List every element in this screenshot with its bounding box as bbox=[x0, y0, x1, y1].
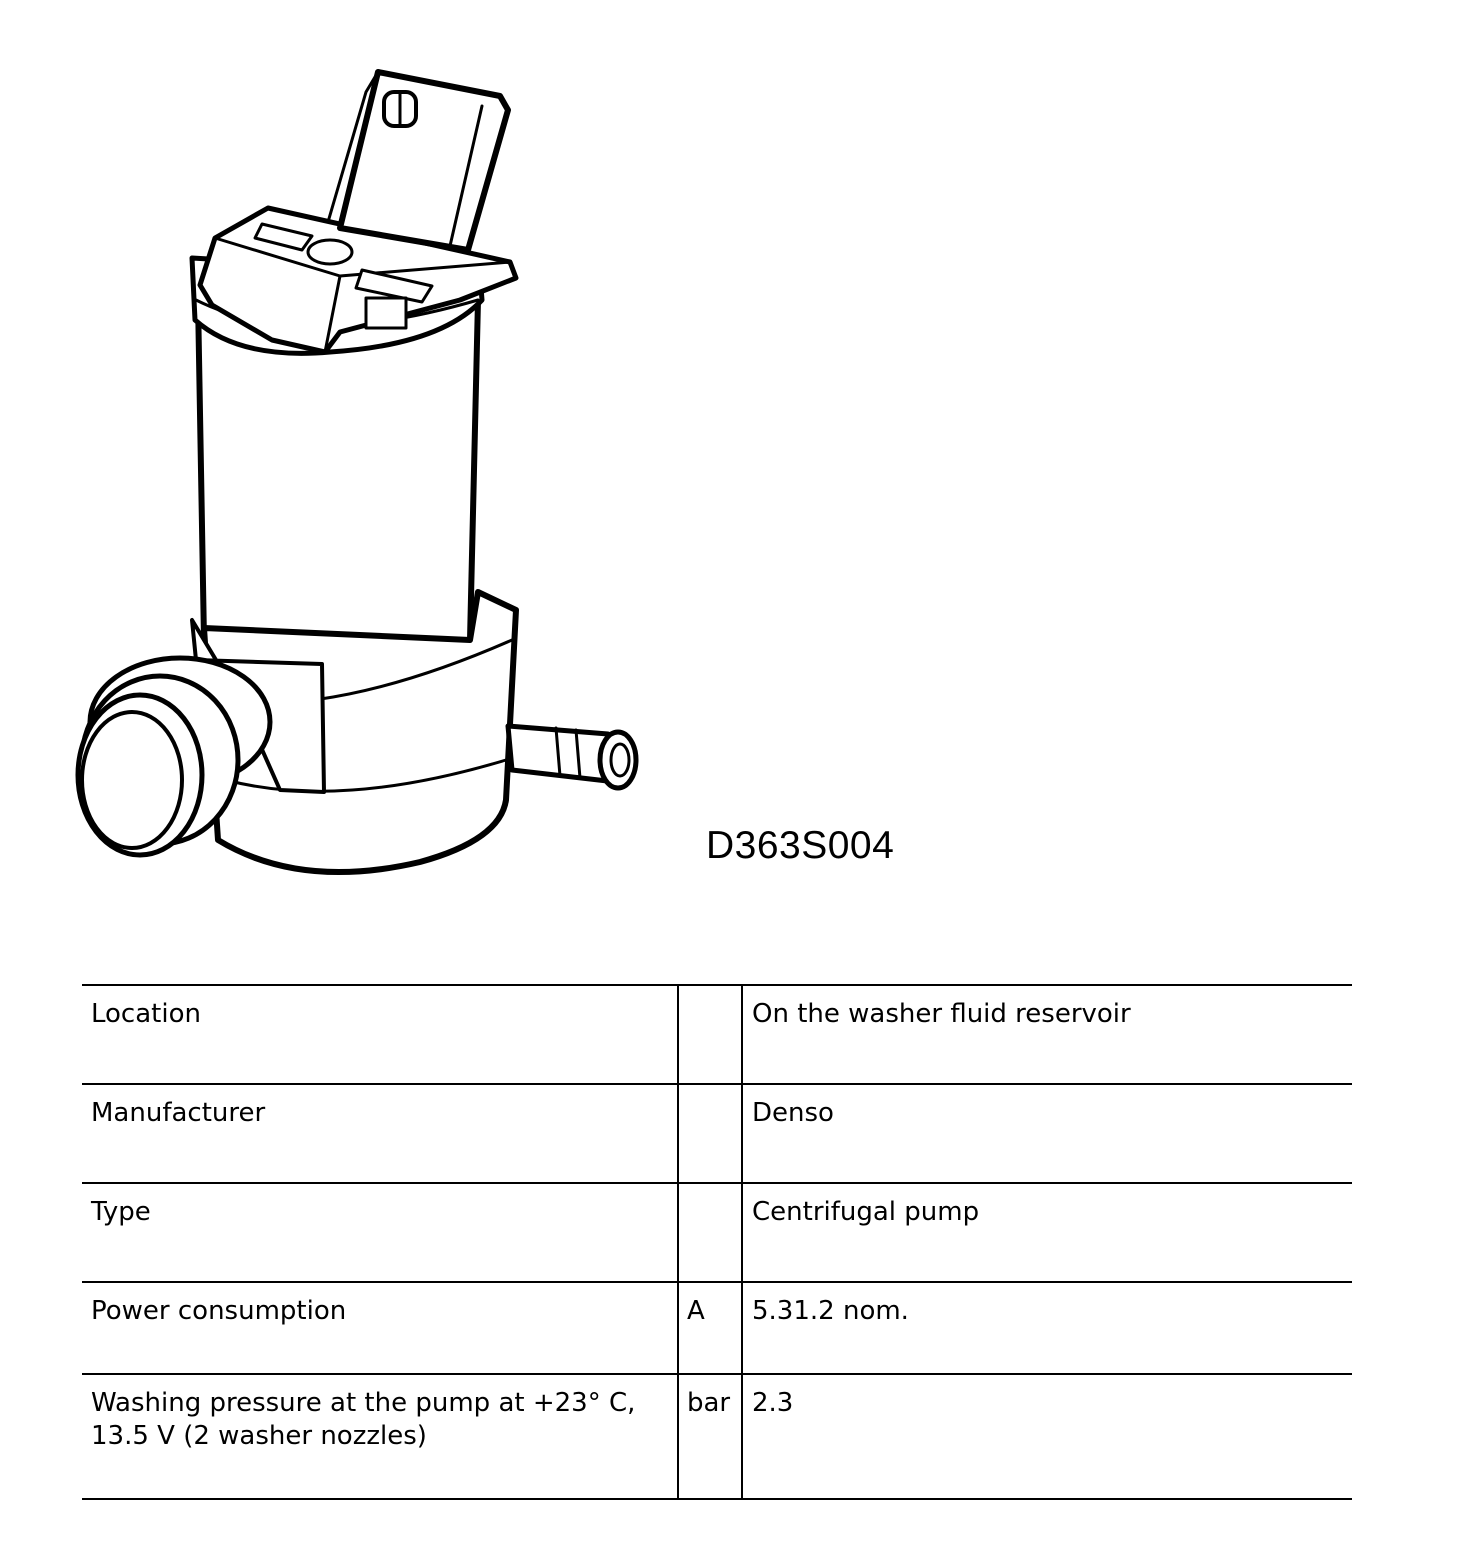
spec-value: 2.3 bbox=[742, 1374, 1352, 1499]
spec-value: Centrifugal pump bbox=[742, 1183, 1352, 1282]
spec-unit bbox=[678, 1183, 742, 1282]
figure-code: D363S004 bbox=[706, 824, 895, 867]
spec-value: Denso bbox=[742, 1084, 1352, 1183]
table-row bbox=[82, 985, 1352, 1084]
spec-label: Type bbox=[82, 1183, 678, 1282]
spec-label: Location bbox=[82, 985, 678, 1084]
table-row bbox=[82, 1084, 1352, 1183]
spec-label: Manufacturer bbox=[82, 1084, 678, 1183]
spec-table bbox=[82, 984, 1352, 1500]
spec-label: Washing pressure at the pump at +23° C, 13.5 V (2 washer nozzles) bbox=[82, 1374, 678, 1499]
spec-value: On the washer fluid reservoir bbox=[742, 985, 1352, 1084]
spec-unit: bar bbox=[678, 1374, 742, 1499]
spec-label: Power consumption bbox=[82, 1282, 678, 1374]
table-row bbox=[82, 1282, 1352, 1374]
table-row bbox=[82, 1374, 1352, 1499]
table-row bbox=[82, 1183, 1352, 1282]
washer-pump-illustration bbox=[60, 50, 680, 910]
spec-unit bbox=[678, 1084, 742, 1183]
spec-unit bbox=[678, 985, 742, 1084]
spec-value: 5.31.2 nom. bbox=[742, 1282, 1352, 1374]
spec-unit: A bbox=[678, 1282, 742, 1374]
